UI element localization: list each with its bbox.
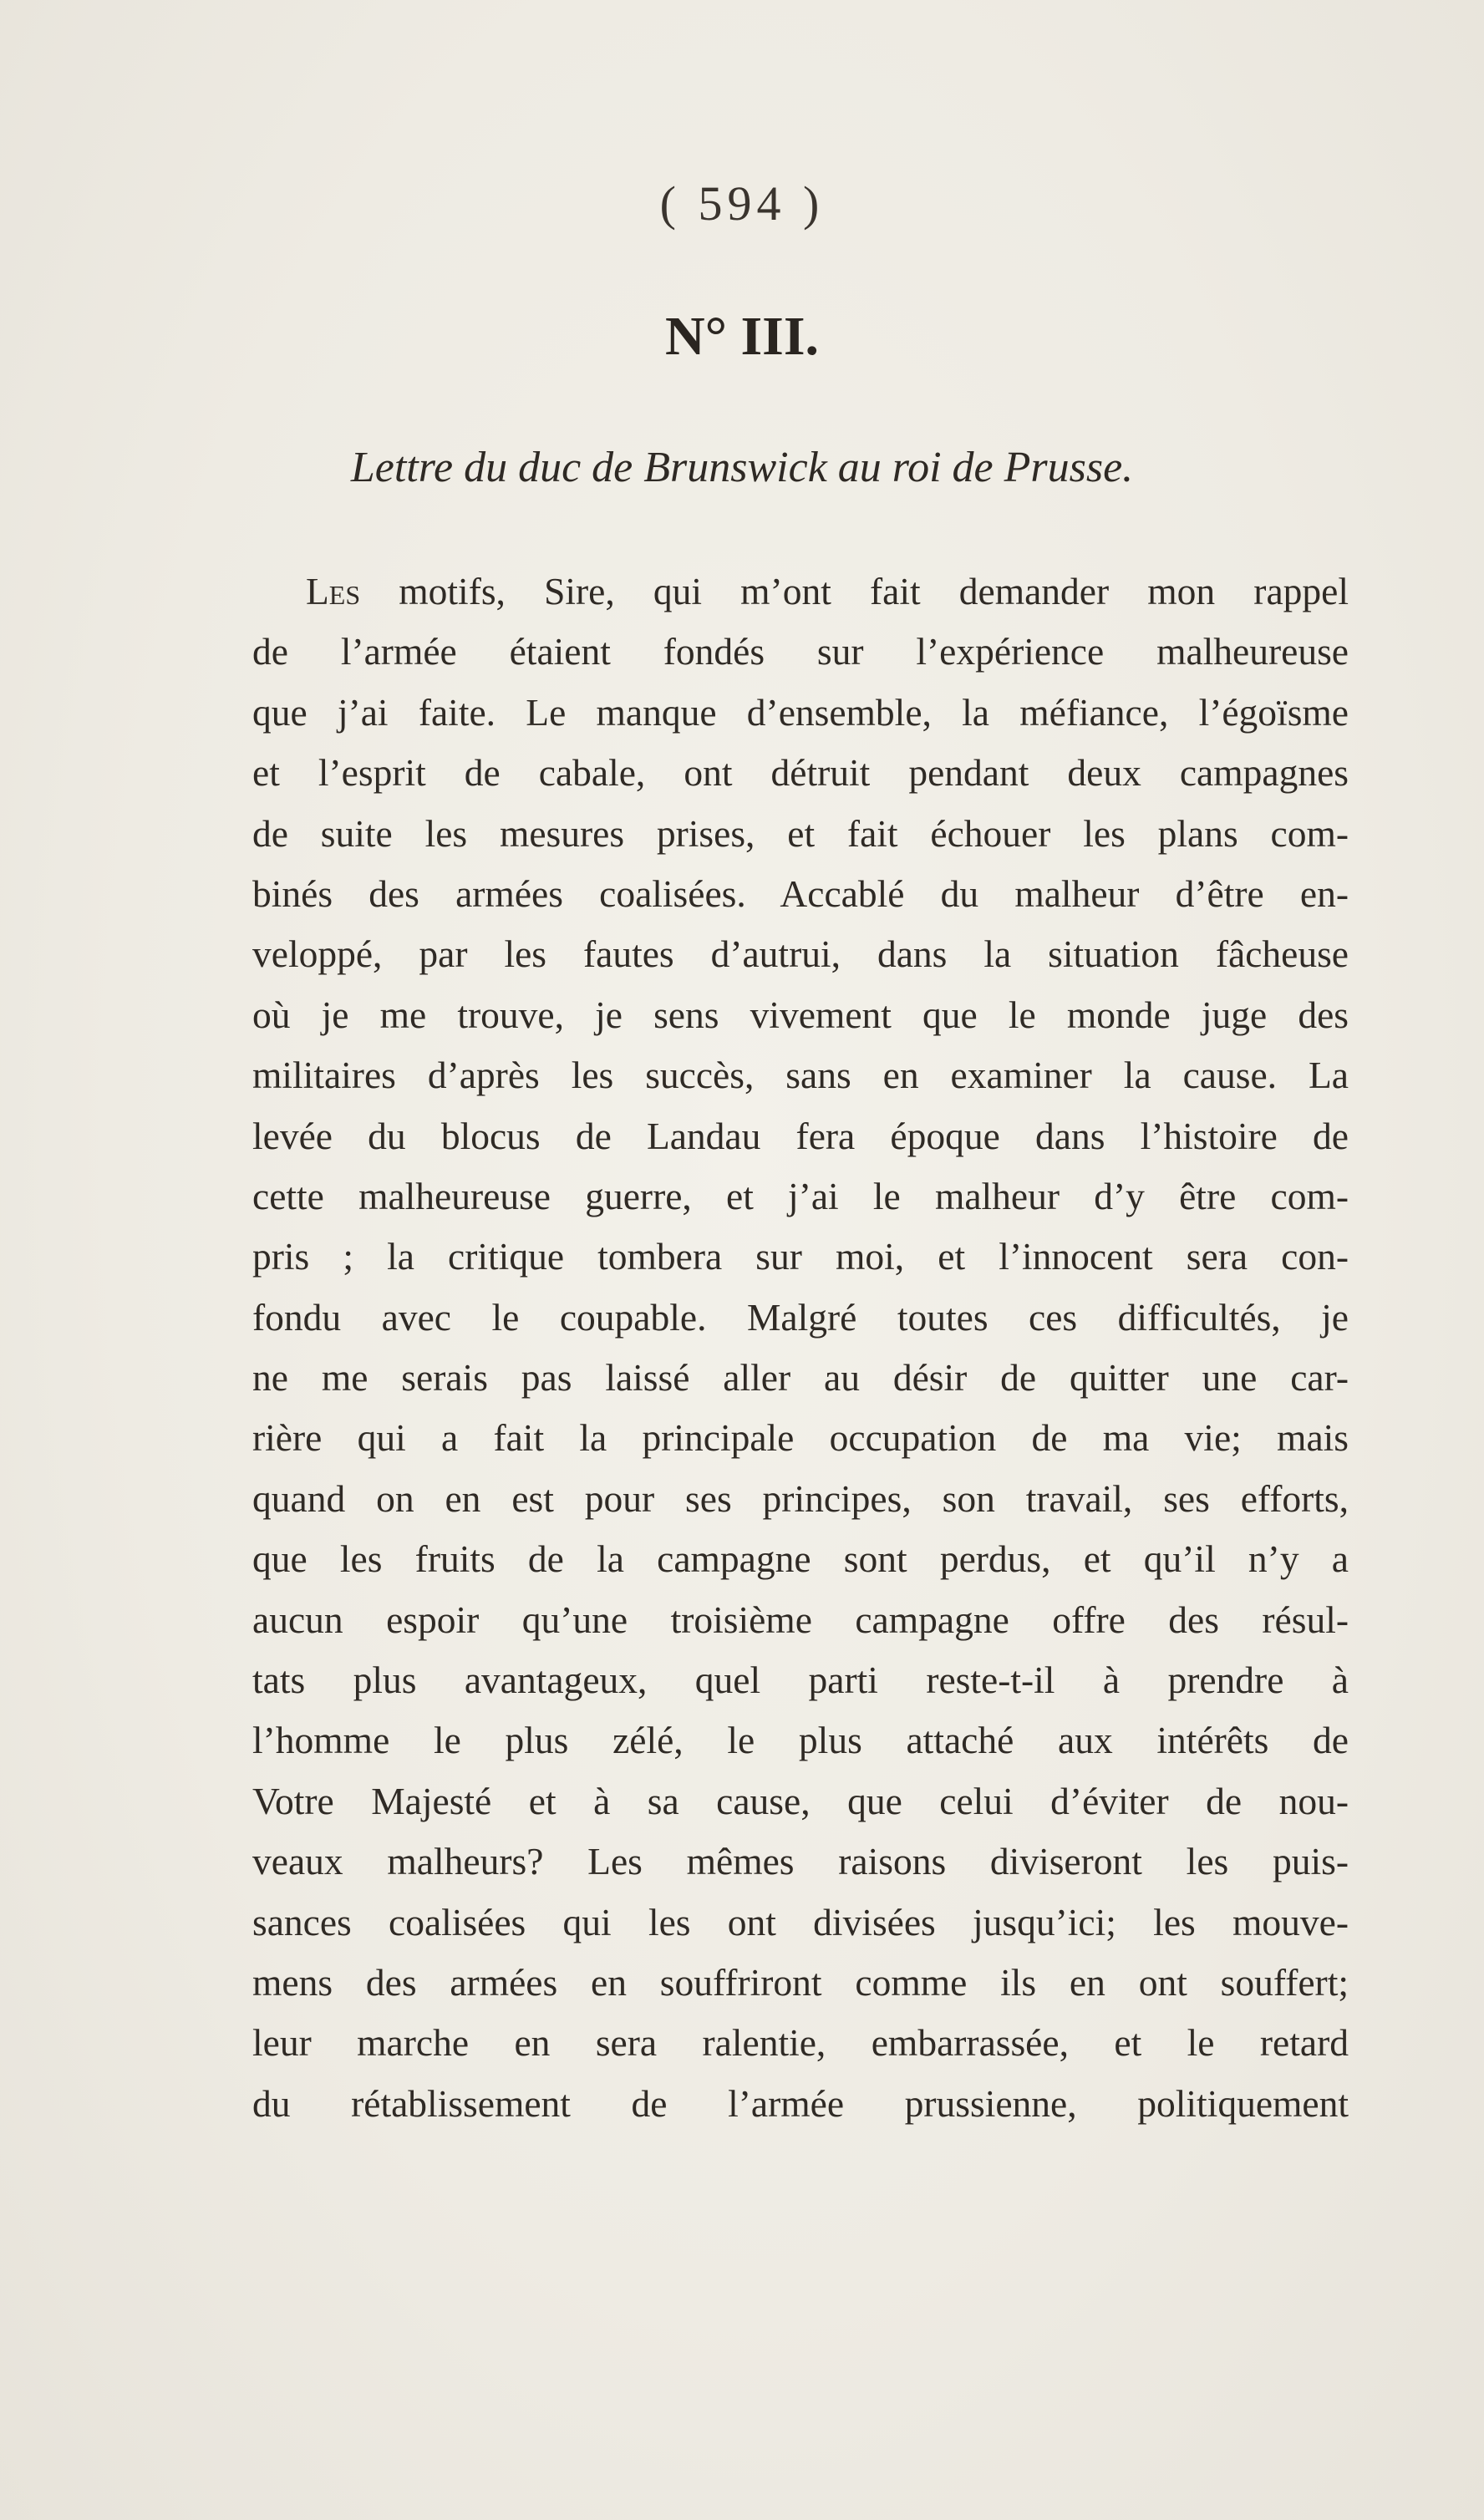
body-line: de l’armée étaient fondés sur l’expérience malheureuse xyxy=(252,630,1349,673)
body-line: veaux malheurs? Les mêmes raisons diviseront les puis- xyxy=(252,1840,1349,1883)
body-line: tats plus avantageux, quel parti reste-t-il à prendre à xyxy=(252,1659,1349,1702)
body-line xyxy=(252,561,1349,622)
body-line: fondu avec le coupable. Malgré toutes ces difficultés, je xyxy=(252,1295,1349,1339)
body-line: binés des armées coalisées. Accablé du malheur d’être en- xyxy=(252,871,1349,915)
body-line: cette malheureuse guerre, et j’ai le malheur d’y être com- xyxy=(252,1174,1349,1217)
body-line: militaires d’après les succès, sans en examiner la cause. La xyxy=(252,1054,1349,1097)
body-line: veloppé, par les fautes d’autrui, dans la situation fâcheuse xyxy=(252,932,1349,976)
body-line-text: motifs, Sire, qui m’ont fait demander mon rappel xyxy=(360,570,1349,612)
body-line: et l’esprit de cabale, ont détruit pendant deux campagnes xyxy=(252,751,1349,795)
body-line: Votre Majesté et à sa cause, que celui d’éviter de nou- xyxy=(252,1779,1349,1822)
body-line: levée du blocus de Landau fera époque dans l’histoire de xyxy=(252,1114,1349,1157)
body-line: aucun espoir qu’une troisième campagne offre des résul- xyxy=(252,1598,1349,1641)
body-line: pris ; la critique tombera sur moi, et l’innocent sera con- xyxy=(252,1235,1349,1278)
body-line: que j’ai faite. Le manque d’ensemble, la méfiance, l’égoïsme xyxy=(252,690,1349,734)
page-number: ( 594 ) xyxy=(659,176,825,231)
lead-word: Les xyxy=(306,570,361,612)
body-line: où je me trouve, je sens vivement que le monde juge des xyxy=(252,993,1349,1036)
body-line: leur marche en sera ralentie, embarrassée, et le retard xyxy=(252,2021,1349,2065)
body-line: sances coalisées qui les ont divisées jusqu’ici; les mouve- xyxy=(252,1900,1349,1943)
document-number: N° III. xyxy=(664,306,820,367)
letter-body xyxy=(252,561,1349,2134)
body-line: du rétablissement de l’armée prussienne, politiquement xyxy=(252,2081,1349,2125)
body-line: quand on en est pour ses principes, son travail, ses efforts, xyxy=(252,1476,1349,1520)
body-line: que les fruits de la campagne sont perdus, et qu’il n’y a xyxy=(252,1537,1349,1581)
body-line: de suite les mesures prises, et fait échouer les plans com- xyxy=(252,811,1349,855)
body-line: ne me serais pas laissé aller au désir de quitter une car- xyxy=(252,1356,1349,1400)
letter-title: Lettre du duc de Brunswick au roi de Prusse. xyxy=(350,444,1134,491)
body-line: rière qui a fait la principale occupation de ma vie; mais xyxy=(252,1416,1349,1460)
body-line: mens des armées en souffriront comme ils en ont souffert; xyxy=(252,1960,1349,2004)
body-line: l’homme le plus zélé, le plus attaché aux intérêts de xyxy=(252,1719,1349,1762)
